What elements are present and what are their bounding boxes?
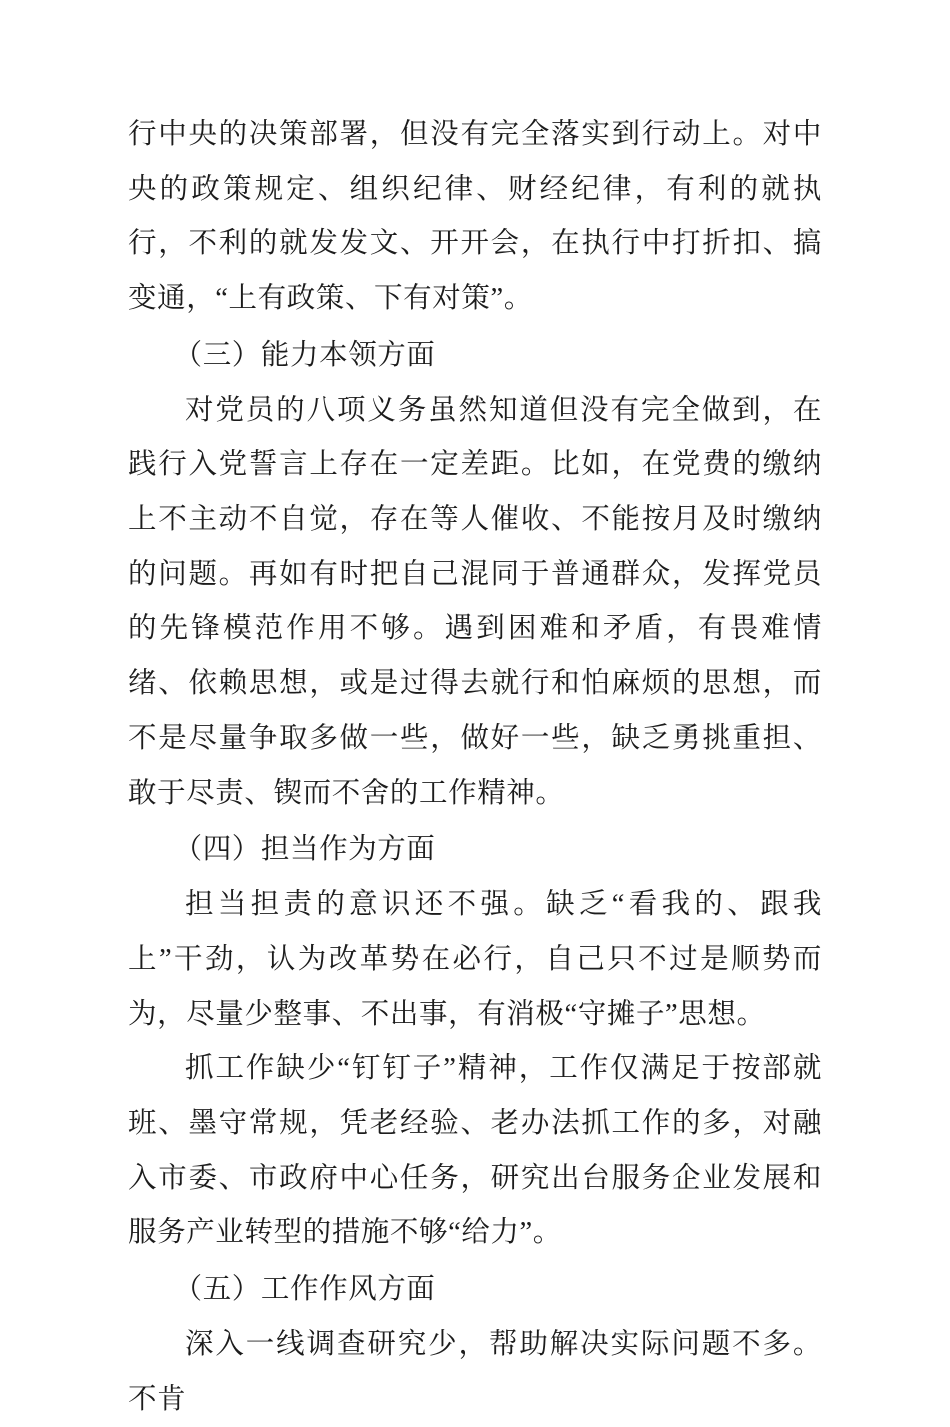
paragraph-section-four-body-1: 担当担责的意识还不强。缺乏“看我的、跟我上”干劲，认为改革势在必行，自己只不过是顺势而为，尽量少整事、不出事，有消极“守摊子”思想。 [128, 889, 822, 1030]
heading-section-three: （三）能力本领方面 [173, 339, 436, 371]
heading-section-five: （五）工作作风方面 [173, 1274, 436, 1306]
paragraph-section-five-body: 深入一线调查研究少，帮助解决实际问题不多。不肯 [128, 1328, 822, 1415]
heading-section-four: （四）担当作为方面 [173, 834, 436, 866]
document-body [128, 108, 822, 1427]
paragraph-section-four-body-2: 抓工作缺少“钉钉子”精神，工作仅满足于按部就班、墨守常规，凭老经验、老办法抓工作的多，对融入市委、市政府中心任务，研究出台服务企业发展和服务产业转型的措施不够“给力”。 [128, 1053, 822, 1249]
paragraph-political-discipline-continued: 行中央的决策部署，但没有完全落实到行动上。对中央的政策规定、组织纪律、财经纪律，有利的就执行，不利的就发发文、开开会，在执行中打折扣、搞变通，“上有政策、下有对策”。 [128, 119, 822, 315]
paragraph-section-three-body: 对党员的八项义务虽然知道但没有完全做到，在践行入党誓言上存在一定差距。比如，在党费的缴纳上不主动不自觉，存在等人催收、不能按月及时缴纳的问题。再如有时把自己混同于普通群众，发挥党员的先锋模范作用不够。遇到困难和矛盾，有畏难情绪、依赖思想，或是过得去就行和怕麻烦的思想，而不是尽量争取多做一些，做好一些，缺乏勇挑重担、敢于尽责、锲而不舍的工作精神。 [128, 394, 822, 809]
